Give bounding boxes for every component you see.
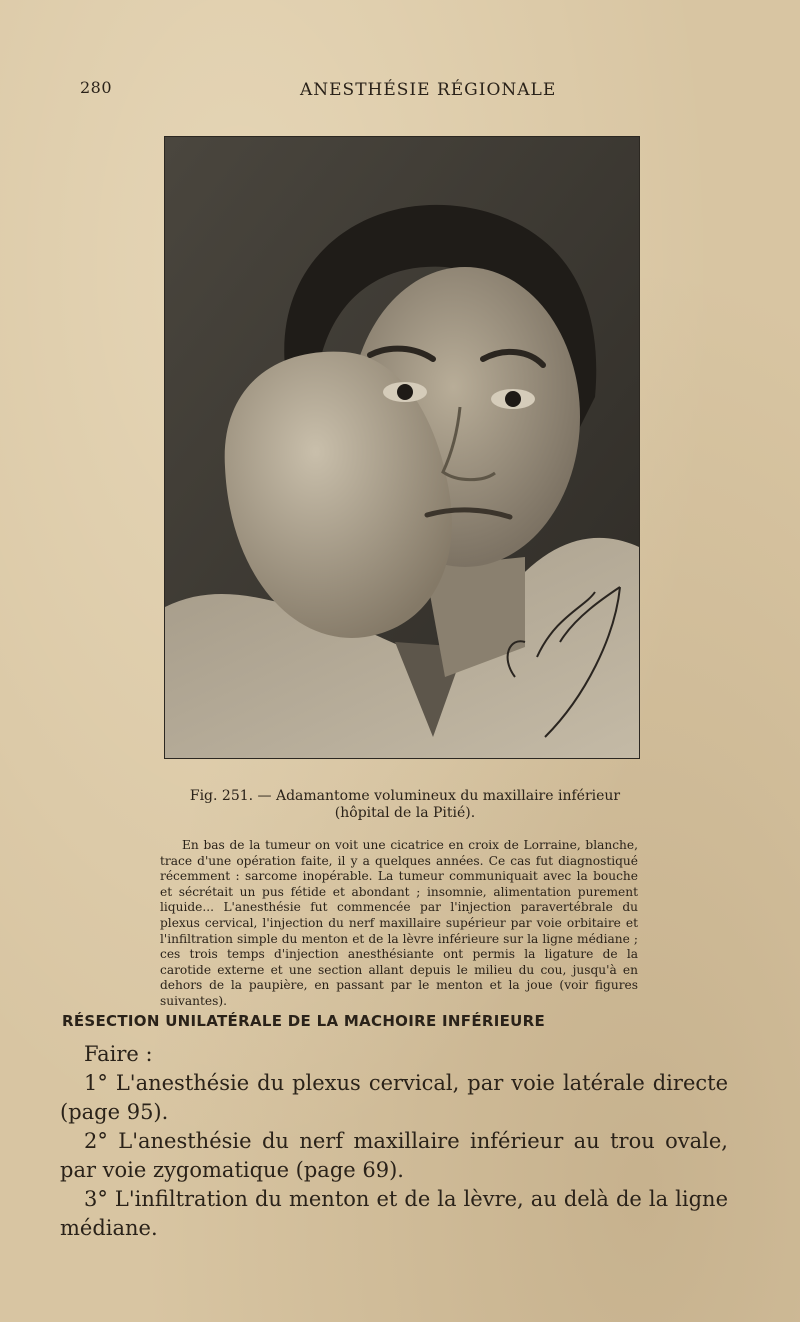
caption-line-2: (hôpital de la Pitié). [334,805,476,821]
caption-line-1: Fig. 251. — Adamantome volumineux du maxillaire inférieur [189,788,621,804]
step-2: 2° L'anesthésie du nerf maxillaire inférieur au trou ovale, par voie zygomatique (page 69). [60,1129,728,1182]
section-intro: Faire : [84,1042,153,1066]
figure-photograph [165,137,639,758]
step-1: 1° L'anesthésie du plexus cervical, par voie latérale directe (page 95). [60,1071,728,1124]
section-heading: RÉSECTION UNILATÉRALE DE LA MACHOIRE INFÉRIEURE [62,1012,546,1030]
page-number: 280 [80,78,113,97]
section-body [60,1040,728,1243]
figure-caption [170,788,640,822]
portrait-photograph [165,137,639,758]
figure-description: En bas de la tumeur on voit une cicatrice en croix de Lorraine, blanche, trace d'une opération faite, il y a quelques années. Ce cas fut diagnostiqué récemment : sarcome inopérable. La tumeur communiquait avec la bouche et sécrétait un pus fétide et abondant ; insomnie, alimentation purement liquide... L'anesthésie fut commencée par l'injection paravertébrale du plexus cervical, l'injection du nerf maxillaire supérieur par voie orbitaire et l'infiltration simple du menton et de la lèvre inférieure sur la ligne médiane ; ces trois temps d'injection anesthésiante ont permis la ligature de la carotide externe et une section allant depuis le milieu du cou, jusqu'à en dehors de la paupière, en passant par le menton et la joue (voir figures suivantes). [160,838,638,1008]
running-title: ANESTHÉSIE RÉGIONALE [300,80,557,100]
step-3: 3° L'infiltration du menton et de la lèvre, au delà de la ligne médiane. [60,1187,728,1240]
